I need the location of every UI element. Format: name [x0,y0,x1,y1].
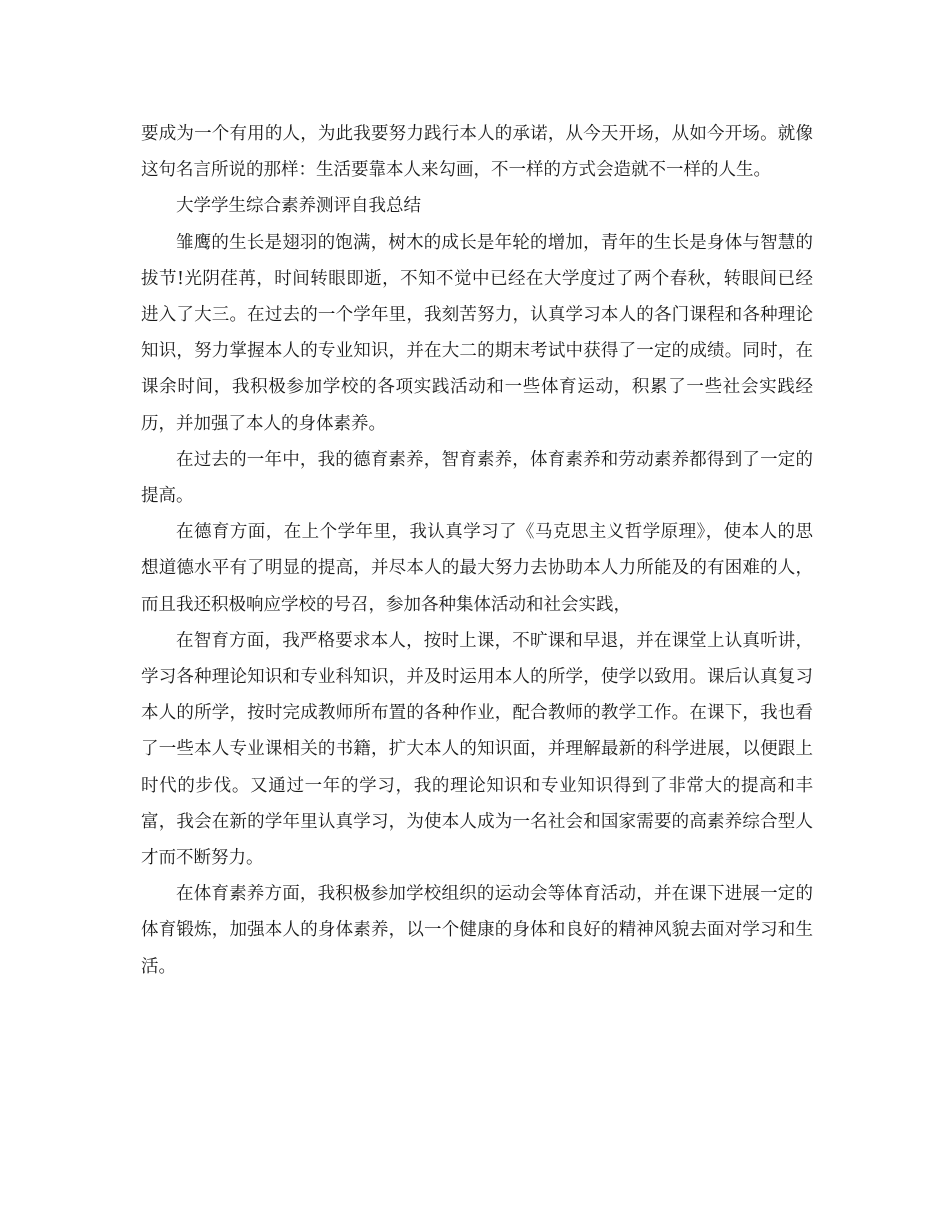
paragraph-intellectual-education: 在智育方面，我严格要求本人，按时上课，不旷课和早退，并在课堂上认真听讲，学习各种理论知识和专业科知识，并及时运用本人的所学，使学以致用。课后认真复习本人的所学，按时完成教师所布置的各种作业，配合教师的教学工作。在课下，我也看了一些本人专业课相关的书籍，扩大本人的知识面，并理解最新的科学进展，以便跟上时代的步伐。又通过一年的学习，我的理论知识和专业知识得到了非常大的提高和丰富，我会在新的学年里认真学习，为使本人成为一名社会和国家需要的高素养综合型人才而不断努力。 [141,630,813,869]
paragraph-continuation: 要成为一个有用的人，为此我要努力践行本人的承诺，从今天开场，从如今开场。就像这句名言所说的那样：生活要靠本人来勾画，不一样的方式会造就不一样的人生。 [141,124,813,181]
paragraph-overview: 在过去的一年中，我的德育素养，智育素养，体育素养和劳动素养都得到了一定的提高。 [141,449,813,507]
section-heading: 大学学生综合素养测评自我总结 [176,196,421,217]
paragraph-moral-education: 在德育方面，在上个学年里，我认真学习了《马克思主义哲学原理》，使本人的思想道德水平有了明显的提高，并尽本人的最大努力去协助本人力所能及的有困难的人，而且我还积极响应学校的号召，参加各种集体活动和社会实践， [141,522,813,615]
paragraph-physical-education: 在体育素养方面，我积极参加学校组织的运动会等体育活动，并在课下进展一定的体育锻炼，加强本人的身体素养，以一个健康的身体和良好的精神风貌去面对学习和生活。 [141,884,813,977]
paragraph-intro: 雏鹰的生长是翅羽的饱满，树木的成长是年轮的增加，青年的生长是身体与智慧的拔节!光阴荏苒，时间转眼即逝，不知不觉中已经在大学度过了两个春秋，转眼间已经进入了大三。在过去的一个学年里，我刻苦努力，认真学习本人的各门课程和各种理论知识，努力掌握本人的专业知识，并在大二的期末考试中获得了一定的成绩。同时，在课余时间，我积极参加学校的各项实践活动和一些体育运动，积累了一些社会实践经历，并加强了本人的身体素养。 [141,232,813,434]
document-body [141,116,813,985]
